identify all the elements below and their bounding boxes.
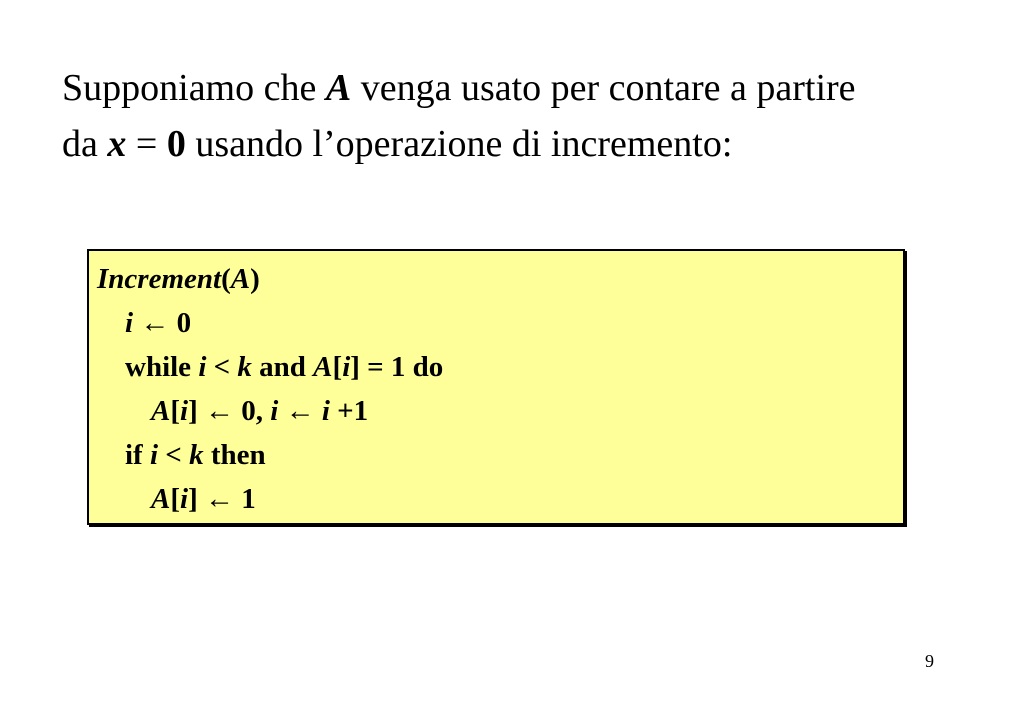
- var-k: k: [189, 439, 204, 471]
- var-i: i: [149, 439, 159, 471]
- array-a: A: [313, 351, 333, 383]
- keyword-then: then: [203, 439, 266, 471]
- paren-close: ): [250, 263, 260, 295]
- assign-arrow: ←: [133, 307, 177, 339]
- code-line-if-body: [151, 477, 256, 521]
- intro-line-2-text: da: [62, 123, 108, 165]
- intro-line-2: [62, 116, 962, 172]
- intro-text: [62, 60, 962, 172]
- pseudocode-box: [87, 249, 905, 525]
- var-i: i: [270, 395, 279, 427]
- var-i: i: [198, 351, 207, 383]
- code-line-while: [125, 345, 443, 389]
- procedure-name: Increment: [97, 263, 222, 295]
- variable-a: A: [325, 67, 352, 109]
- init-value: 0: [176, 307, 192, 339]
- var-i: i: [125, 307, 134, 339]
- condition-rest: ] = 1 do: [350, 351, 444, 383]
- index-i: i: [180, 395, 189, 427]
- keyword-while: while: [125, 351, 199, 383]
- value-zero: 0: [166, 123, 186, 165]
- equals-sign: =: [126, 123, 167, 165]
- procedure-arg: A: [230, 263, 251, 295]
- intro-line-1-rest: venga usato per contare a partire: [351, 67, 856, 109]
- intro-line-2-rest: usando l’operazione di incremento:: [185, 123, 733, 165]
- var-k: k: [237, 351, 252, 383]
- bracket-open: [: [170, 483, 181, 515]
- paren-open: (: [221, 263, 231, 295]
- index-i: i: [180, 483, 189, 515]
- code-line-init: [125, 301, 191, 345]
- intro-line-1: [62, 60, 962, 116]
- array-a: A: [151, 483, 171, 515]
- less-than: <: [158, 439, 190, 471]
- assign-zero: ] ← 0,: [188, 395, 271, 427]
- pseudocode-title: [97, 257, 260, 301]
- var-i: i: [321, 395, 330, 427]
- page-number: 9: [925, 651, 934, 671]
- keyword-if: if: [125, 439, 150, 471]
- bracket-open: [: [170, 395, 181, 427]
- array-a: A: [151, 395, 171, 427]
- index-i: i: [342, 351, 351, 383]
- increment: +1: [329, 395, 369, 427]
- assign-arrow: ←: [278, 395, 322, 427]
- bracket-open: [: [332, 351, 343, 383]
- intro-line-1-text: Supponiamo che: [62, 67, 326, 109]
- keyword-and: and: [251, 351, 314, 383]
- assign-one: ] ← 1: [188, 483, 256, 515]
- code-line-loop-body: [151, 389, 368, 433]
- variable-x: x: [107, 123, 127, 165]
- less-than: <: [206, 351, 238, 383]
- code-line-if: [125, 433, 266, 477]
